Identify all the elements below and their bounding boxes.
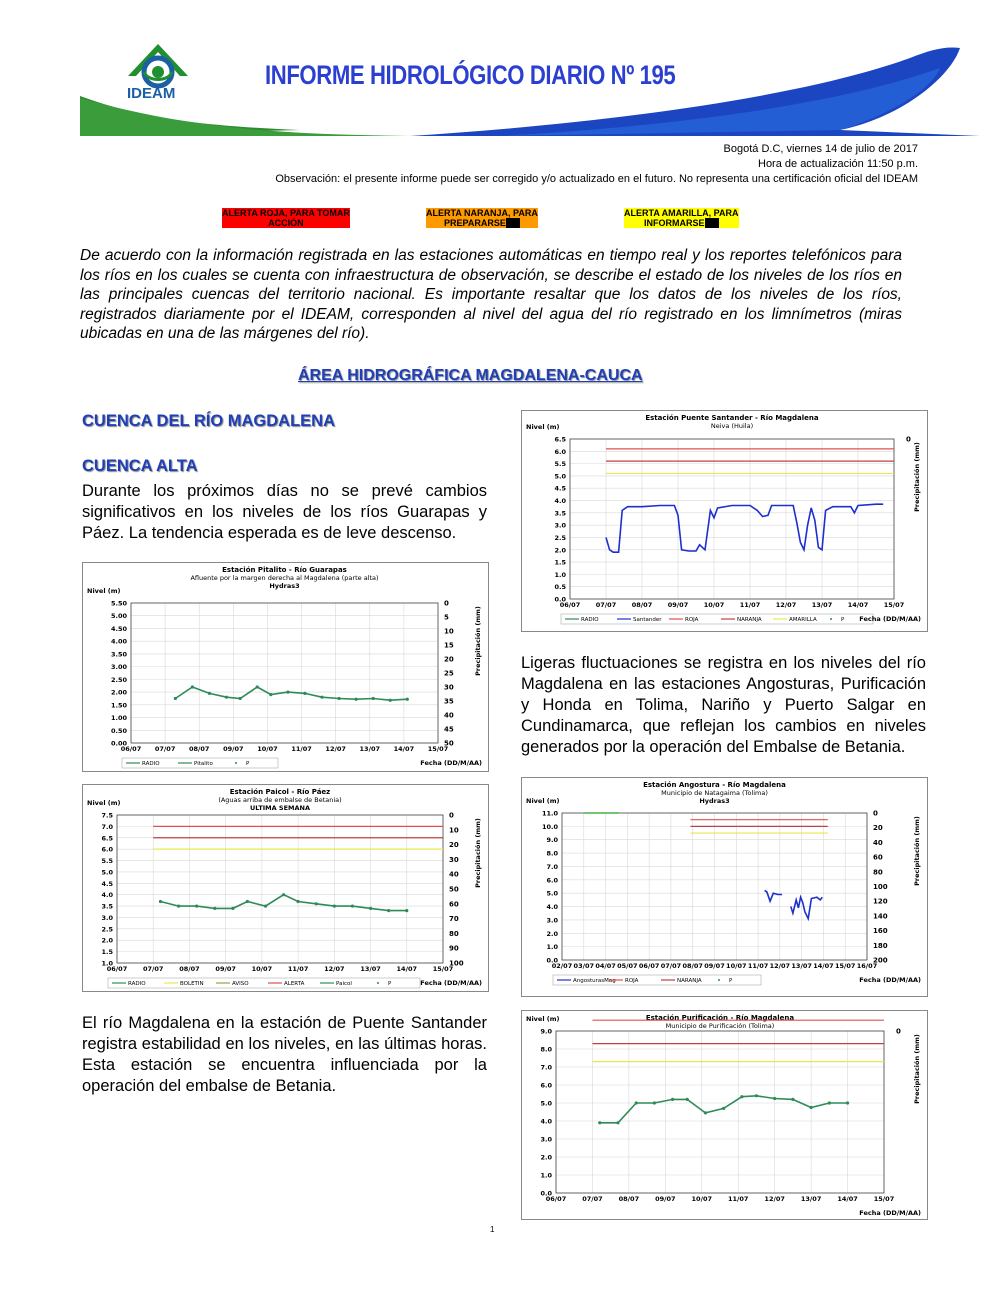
data-point [387, 909, 390, 912]
data-point [828, 1101, 831, 1104]
y-tick-label: 2.50 [110, 675, 127, 684]
legend-label: RADIO [581, 617, 599, 623]
y-tick-label: 5.0 [554, 472, 566, 481]
y2-tick-label: 15 [444, 641, 454, 650]
legend-swatch [830, 618, 832, 620]
legend-label: BOLETIN [180, 981, 204, 987]
y-tick-label: 0.0 [546, 956, 558, 965]
x-tick-label: 07/07 [595, 601, 617, 609]
x-tick-label: 09/07 [215, 965, 236, 973]
legend-label: AngosturasMag [573, 978, 616, 984]
y2-tick-label: 30 [444, 683, 454, 692]
data-point [704, 1111, 707, 1114]
chart-subtitle: Municipio de Natagaima (Tolima) [661, 789, 768, 797]
x-tick-label: 15/07 [432, 965, 454, 973]
x-tick-label: 12/07 [325, 745, 346, 753]
x-tick-label: 13/07 [811, 601, 833, 609]
y-tick-label: 7.0 [101, 822, 113, 831]
series-line [791, 897, 823, 918]
y2-tick-label: 35 [444, 697, 454, 706]
y2-tick-label: 140 [873, 912, 888, 921]
data-point [653, 1101, 656, 1104]
data-point [671, 1098, 674, 1101]
chart-angostura-svg [522, 778, 927, 996]
y2-tick-label: 30 [449, 855, 459, 864]
yellow-alert-line1: ALERTA AMARILLA, PARA [624, 208, 739, 218]
data-point [208, 692, 211, 695]
x-tick-label: 14/07 [847, 601, 869, 609]
orange-alert-line1: ALERTA NARANJA, PARA [426, 208, 538, 218]
y-tick-label: 1.0 [540, 1171, 552, 1180]
x-tick-label: 09/07 [655, 1195, 676, 1203]
date-line: Bogotá D.C, viernes 14 de julio de 2017 [723, 143, 918, 155]
red-alert-line2: ACCIÓN [222, 218, 350, 228]
y-tick-label: 3.00 [110, 663, 127, 672]
y-tick-label: 0.00 [110, 739, 127, 748]
x-tick-label: 09/07 [667, 601, 689, 609]
x-tick-label: 14/07 [813, 962, 834, 970]
y2-tick-label: 20 [449, 841, 459, 850]
y2-tick-label: 0 [873, 809, 878, 818]
intro-paragraph: De acuerdo con la información registrada en las estaciones automáticas en tiempo real y los reportes telefónicos para los ríos en los cuales se cuenta con infraestructura de observación, se describe el estado de los niveles de los ríos en las principales cuencas del territorio nacional. Es importante resaltar que los datos de los niveles de los ríos, registrados diariamente por el IDEAM, corresponden al nivel del agua del río registrado en los limnímetros (miras ubicadas en una de las márgenes del río). [80, 247, 902, 342]
x-tick-label: 13/07 [360, 965, 381, 973]
chart-subtitle: Afluente por la margen derecha al Magdalena (parte alta) [190, 574, 379, 582]
x-axis-label: Fecha (DD/M/AA) [859, 615, 921, 623]
data-point [213, 907, 216, 910]
red-alert-line1: ALERTA ROJA, PARA TOMAR [222, 208, 350, 218]
y-tick-label: 4.50 [110, 624, 127, 633]
chart-paicol [82, 784, 489, 992]
y-tick-label: 2.5 [101, 925, 113, 934]
y2-tick-label: 0 [449, 811, 454, 820]
cuenca-heading: CUENCA DEL RÍO MAGDALENA [82, 412, 336, 430]
y-tick-label: 5.5 [101, 857, 113, 866]
observation-line: Observación: el presente informe puede ser corregido y/o actualizado en el futuro. No representa una certificación oficial del IDEAM [275, 173, 918, 185]
y2-tick-label: 20 [444, 655, 454, 664]
yellow-alert-legend [622, 208, 741, 228]
data-point [191, 685, 194, 688]
y2-axis-label: Precipitación (mm) [474, 606, 482, 676]
data-point [282, 893, 285, 896]
data-point [239, 697, 242, 700]
y-tick-label: 9.0 [540, 1027, 552, 1036]
x-tick-label: 10/07 [257, 745, 278, 753]
orange-alert-legend [424, 208, 540, 228]
y-tick-label: 2.0 [540, 1153, 552, 1162]
y-tick-label: 6.0 [546, 876, 558, 885]
chart-title: Estación Pitalito - Río Guarapas [222, 566, 347, 574]
x-tick-label: 11/07 [727, 1195, 749, 1203]
legend-swatch [718, 979, 720, 981]
y2-tick-label: 45 [444, 725, 454, 734]
legend-label: RADIO [128, 981, 146, 987]
chart-title: Estación Angostura - Río Magdalena [643, 781, 786, 789]
data-point [337, 697, 340, 700]
y-tick-label: 3.0 [546, 916, 558, 925]
data-point [598, 1121, 601, 1124]
x-tick-label: 08/07 [179, 965, 200, 973]
data-point [333, 904, 336, 907]
y-tick-label: 3.5 [554, 509, 566, 518]
y-tick-label: 7.5 [101, 811, 113, 820]
y-tick-label: 6.0 [554, 447, 566, 456]
chart-purificacion [521, 1010, 928, 1220]
chart-subtitle2: Hydras3 [269, 582, 300, 590]
orange-alert-line2: PREPARARSE [443, 218, 506, 228]
data-point [791, 1098, 794, 1101]
x-tick-label: 13/07 [800, 1195, 822, 1203]
x-tick-label: 12/07 [764, 1195, 785, 1203]
data-point [225, 696, 228, 699]
data-point [369, 907, 372, 910]
legend-label: P [388, 981, 392, 987]
data-point [406, 698, 409, 701]
y-tick-label: 4.5 [101, 879, 113, 888]
chart-pitalito-svg [83, 563, 488, 771]
chart-subtitle2: ULTIMA SEMANA [249, 804, 311, 812]
data-point [246, 900, 249, 903]
x-tick-label: 15/07 [873, 1195, 895, 1203]
y-tick-label: 5.0 [546, 889, 558, 898]
x-tick-label: 13/07 [791, 962, 812, 970]
y2-tick-label: 60 [449, 900, 459, 909]
x-tick-label: 10/07 [703, 601, 725, 609]
y-tick-label: 3.0 [554, 521, 566, 530]
x-tick-label: 06/07 [638, 962, 660, 970]
y-tick-label: 4.0 [540, 1117, 552, 1126]
y-tick-label: 2.0 [554, 546, 566, 555]
x-tick-label: 05/07 [617, 962, 638, 970]
y-tick-label: 3.0 [101, 913, 113, 922]
logo-text: IDEAM [127, 85, 176, 102]
y-tick-label: 5.50 [110, 599, 127, 608]
legend-label: AVISO [232, 981, 249, 987]
legend-label: P [841, 617, 845, 623]
x-axis-label: Fecha (DD/M/AA) [420, 979, 482, 987]
x-tick-label: 11/07 [739, 601, 761, 609]
y-tick-label: 5.0 [101, 868, 113, 877]
y-tick-label: 1.0 [554, 570, 566, 579]
y-tick-label: 3.50 [110, 650, 127, 659]
y2-tick-label: 70 [449, 915, 459, 924]
y2-tick-label: 0 [906, 435, 911, 444]
chart-purificacion-svg [522, 1011, 927, 1219]
y-tick-label: 1.50 [110, 701, 127, 710]
x-tick-label: 07/07 [154, 745, 176, 753]
red-alert-legend [220, 208, 352, 228]
y2-tick-label: 50 [449, 885, 459, 894]
y-axis-label: Nivel (m) [526, 797, 560, 805]
x-tick-label: 14/07 [393, 745, 415, 753]
x-tick-label: 08/07 [631, 601, 653, 609]
y-tick-label: 6.0 [540, 1081, 552, 1090]
y2-tick-label: 40 [873, 838, 883, 847]
series-line [765, 891, 782, 902]
y2-tick-label: 0 [896, 1027, 901, 1036]
y-tick-label: 0.0 [540, 1189, 552, 1198]
data-point [315, 902, 318, 905]
data-point [269, 693, 272, 696]
x-tick-label: 07/07 [142, 965, 164, 973]
legend-label: NARANJA [737, 617, 762, 623]
plot-area [570, 439, 894, 599]
y-tick-label: 2.00 [110, 688, 127, 697]
x-tick-label: 04/07 [595, 962, 616, 970]
x-tick-label: 08/07 [188, 745, 210, 753]
x-tick-label: 03/07 [573, 962, 595, 970]
x-tick-label: 14/07 [396, 965, 418, 973]
x-tick-label: 08/07 [618, 1195, 640, 1203]
legend-label: ROJA [685, 617, 699, 623]
y2-tick-label: 0 [444, 599, 449, 608]
data-point [297, 900, 300, 903]
redaction-block [705, 218, 719, 228]
y2-tick-label: 200 [873, 956, 888, 965]
y-tick-label: 4.00 [110, 637, 127, 646]
legend-swatch [235, 762, 237, 764]
y-tick-label: 11.0 [541, 809, 558, 818]
x-tick-label: 08/07 [682, 962, 703, 970]
y2-tick-label: 60 [873, 853, 883, 862]
y-tick-label: 7.0 [546, 862, 558, 871]
x-tick-label: 10/07 [691, 1195, 713, 1203]
y2-tick-label: 25 [444, 669, 454, 678]
series-line [606, 504, 883, 552]
y-axis-label: Nivel (m) [87, 587, 121, 595]
chart-subtitle: (Aguas arriba de embalse de Betania) [218, 796, 342, 804]
y-tick-label: 3.5 [101, 902, 113, 911]
y2-tick-label: 80 [873, 868, 883, 877]
x-axis-label: Fecha (DD/M/AA) [859, 1209, 921, 1217]
data-point [722, 1107, 725, 1110]
y2-tick-label: 120 [873, 897, 888, 906]
plot-area [556, 1031, 884, 1193]
data-point [264, 904, 267, 907]
x-tick-label: 15/07 [834, 962, 856, 970]
y-tick-label: 1.00 [110, 714, 127, 723]
legend-label: P [729, 978, 733, 984]
legend-box [108, 978, 420, 988]
y-tick-label: 0.5 [554, 583, 566, 592]
y2-tick-label: 10 [449, 826, 459, 835]
x-tick-label: 15/07 [883, 601, 905, 609]
yellow-alert-line2: INFORMARSE [644, 218, 705, 228]
data-point [320, 696, 323, 699]
x-tick-label: 02/07 [551, 962, 573, 970]
y-tick-label: 6.0 [101, 845, 113, 854]
x-tick-label: 13/07 [359, 745, 381, 753]
x-tick-label: 09/07 [223, 745, 244, 753]
x-tick-label: 12/07 [769, 962, 791, 970]
y2-axis-label: Precipitación (mm) [913, 1034, 921, 1104]
x-tick-label: 12/07 [324, 965, 345, 973]
area-heading: ÁREA HIDROGRÁFICA MAGDALENA-CAUCA [298, 367, 643, 384]
chart-title: Estación Purificación - Río Magdalena [645, 1014, 795, 1022]
plot-area [131, 603, 438, 743]
data-point [635, 1101, 638, 1104]
y-axis-label: Nivel (m) [526, 1015, 560, 1023]
x-tick-label: 07/07 [582, 1195, 603, 1203]
y-tick-label: 4.0 [101, 891, 113, 900]
chart-subtitle2: Hydras3 [699, 797, 730, 805]
x-tick-label: 11/07 [291, 745, 312, 753]
data-point [177, 904, 180, 907]
x-tick-label: 11/07 [287, 965, 309, 973]
y2-axis-label: Precipitación (mm) [913, 442, 921, 512]
chart-puente-santander [521, 410, 928, 632]
y2-tick-label: 180 [873, 941, 888, 950]
y2-tick-label: 160 [873, 927, 888, 936]
legend-label: Pitalito [194, 761, 213, 767]
y2-tick-label: 100 [449, 959, 464, 968]
legend-label: AMARILLA [789, 617, 817, 623]
x-tick-label: 12/07 [775, 601, 797, 609]
x-tick-label: 10/07 [726, 962, 747, 970]
data-point [755, 1094, 758, 1097]
y2-tick-label: 90 [449, 944, 459, 953]
data-point [616, 1121, 619, 1124]
legend-label: Santander [633, 617, 662, 623]
data-point [372, 697, 375, 700]
data-point [351, 904, 354, 907]
y-tick-label: 3.0 [540, 1135, 552, 1144]
chart-paicol-svg [83, 785, 488, 991]
redaction-block [506, 218, 520, 228]
data-point [355, 698, 358, 701]
x-tick-label: 14/07 [837, 1195, 858, 1203]
legend-label: RADIO [142, 761, 160, 767]
x-axis-label: Fecha (DD/M/AA) [859, 976, 921, 984]
y-tick-label: 5.5 [554, 460, 566, 469]
y-axis-label: Nivel (m) [526, 423, 560, 431]
y-tick-label: 10.0 [541, 822, 558, 831]
data-point [174, 697, 177, 700]
y-tick-label: 1.0 [101, 959, 113, 968]
y-tick-label: 0.50 [110, 726, 127, 735]
y-tick-label: 9.0 [546, 836, 558, 845]
y-tick-label: 0.0 [554, 595, 566, 604]
y-tick-label: 4.0 [546, 903, 558, 912]
update-line: Hora de actualización 11:50 p.m. [758, 158, 918, 170]
y-tick-label: 8.0 [546, 849, 558, 858]
chart-subtitle: Neiva (Huila) [710, 422, 754, 430]
y2-tick-label: 40 [444, 711, 454, 720]
y-tick-label: 4.5 [554, 484, 566, 493]
y2-tick-label: 5 [444, 613, 449, 622]
paragraph-guarapas-paez: Durante los próximos días no se prevé cambios significativos en los niveles de los ríos Guarapas y Páez. La tendencia esperada es de leve descenso. [82, 482, 487, 542]
chart-pitalito [82, 562, 489, 772]
legend-label: ALERTA [284, 981, 305, 987]
y2-axis-label: Precipitación (mm) [474, 818, 482, 888]
data-point [389, 699, 392, 702]
y-tick-label: 2.0 [546, 929, 558, 938]
data-point [231, 907, 234, 910]
legend-swatch [377, 982, 379, 984]
y2-tick-label: 10 [444, 627, 454, 636]
chart-subtitle: Municipio de Purificación (Tolima) [665, 1022, 775, 1030]
x-tick-label: 06/07 [545, 1195, 567, 1203]
y-tick-label: 1.0 [546, 943, 558, 952]
y-tick-label: 7.0 [540, 1063, 552, 1072]
legend-label: NARANJA [677, 978, 702, 984]
page-number: 1 [490, 1225, 495, 1234]
data-point [195, 904, 198, 907]
data-point [686, 1098, 689, 1101]
y2-tick-label: 100 [873, 883, 888, 891]
y-tick-label: 4.0 [554, 497, 566, 506]
legend-label: P [246, 761, 250, 767]
x-tick-label: 15/07 [427, 745, 449, 753]
x-tick-label: 06/07 [559, 601, 581, 609]
y2-tick-label: 20 [873, 824, 883, 833]
x-tick-label: 07/07 [660, 962, 682, 970]
x-axis-label: Fecha (DD/M/AA) [420, 759, 482, 767]
data-point [286, 690, 289, 693]
y2-axis-label: Precipitación (mm) [913, 816, 921, 886]
y-tick-label: 8.0 [540, 1045, 552, 1054]
y-tick-label: 5.00 [110, 612, 127, 621]
x-tick-label: 09/07 [704, 962, 725, 970]
x-tick-label: 16/07 [856, 962, 878, 970]
cuenca-alta-heading: CUENCA ALTA [82, 457, 198, 475]
y-tick-label: 1.5 [101, 948, 113, 957]
y2-tick-label: 50 [444, 739, 454, 748]
y2-tick-label: 80 [449, 929, 459, 938]
chart-title: Estación Puente Santander - Río Magdalena [645, 414, 819, 422]
legend-box [561, 614, 873, 624]
legend-label: ROJA [625, 978, 639, 984]
x-tick-label: 11/07 [747, 962, 769, 970]
data-point [159, 900, 162, 903]
legend-label: Paicol [336, 981, 352, 987]
x-tick-label: 10/07 [251, 965, 273, 973]
page-title: INFORME HIDROLÓGICO DIARIO Nº 195 [265, 60, 676, 90]
y-tick-label: 2.0 [101, 936, 113, 945]
y-tick-label: 6.5 [554, 435, 566, 444]
data-point [405, 909, 408, 912]
data-point [810, 1106, 813, 1109]
y-tick-label: 5.0 [540, 1099, 552, 1108]
data-point [846, 1101, 849, 1104]
data-point [256, 685, 259, 688]
data-point [303, 692, 306, 695]
data-point [740, 1095, 743, 1098]
x-tick-label: 06/07 [106, 965, 128, 973]
chart-title: Estación Paicol - Río Páez [229, 788, 331, 796]
x-tick-label: 06/07 [120, 745, 142, 753]
y-tick-label: 2.5 [554, 533, 566, 542]
paragraph-puente-santander: El río Magdalena en la estación de Puente Santander registra estabilidad en los niveles, en las últimas horas. Esta estación se encuentra influenciada por la operación del embalse de Betania. [82, 1014, 487, 1095]
y2-tick-label: 40 [449, 870, 459, 879]
y-tick-label: 1.5 [554, 558, 566, 567]
paragraph-fluctuaciones: Ligeras fluctuaciones se registra en los niveles del río Magdalena en las estaciones Angosturas, Purificación y Honda en Tolima, Nariño y Puerto Salgar en Cundinamarca, que reflejan los cambios en niveles generados por la operación del Embalse de Betania. [521, 654, 926, 756]
data-point [773, 1097, 776, 1100]
chart-puente-santander-svg [522, 411, 927, 631]
chart-angostura [521, 777, 928, 997]
y-tick-label: 6.5 [101, 834, 113, 843]
y-axis-label: Nivel (m) [87, 799, 121, 807]
